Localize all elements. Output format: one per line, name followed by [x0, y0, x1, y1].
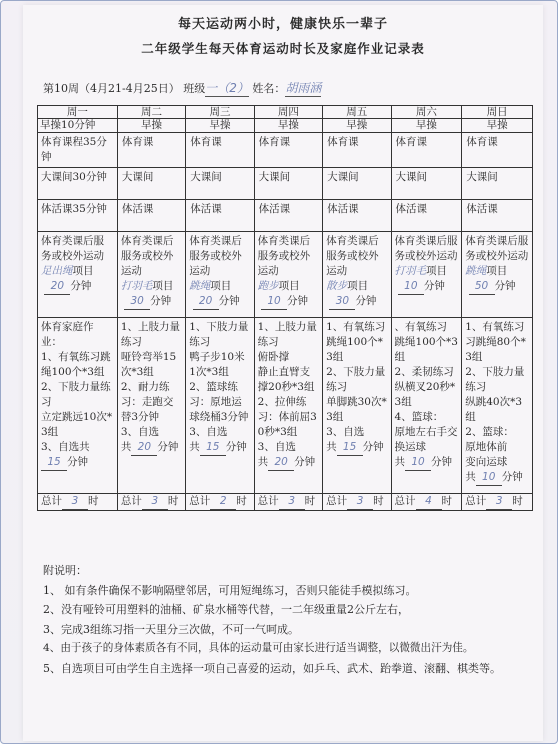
- after-school-cell: [254, 232, 322, 318]
- homework-line: 鸭子步10米1次*3组: [189, 351, 245, 378]
- total-label: 总计: [41, 495, 62, 507]
- project-label: 项目: [152, 280, 174, 292]
- notes-section: [43, 561, 533, 678]
- table-row-after-school: [38, 232, 533, 318]
- total-value: 3: [142, 494, 168, 510]
- homework-unit: 分钟: [225, 441, 247, 453]
- total-cell: [38, 494, 118, 511]
- homework-cell: [391, 318, 462, 494]
- after-school-text: 体育类课后服务或校外运动: [120, 235, 174, 277]
- project-line: [326, 279, 387, 294]
- total-unit: 时: [304, 495, 316, 507]
- project-value: 散步: [326, 280, 348, 292]
- homework-unit: 分钟: [431, 456, 453, 468]
- table-row-activity: [38, 200, 533, 232]
- minutes-value: 10: [261, 294, 287, 310]
- project-value: 跳绳: [189, 280, 211, 292]
- homework-line: 共: [465, 471, 476, 483]
- minutes-value: 20: [193, 294, 219, 310]
- note-item: 1、 如有条件确保不影响隔壁邻居，可用短绳练习，否则只能徒手模拟练习。: [43, 583, 417, 597]
- cell: 体活课: [117, 200, 185, 232]
- total-unit: 时: [373, 495, 384, 507]
- minutes-label: 分钟: [287, 295, 309, 307]
- minutes-label: 分钟: [150, 295, 172, 307]
- minutes-value: 30: [329, 294, 355, 310]
- after-school-text: 体育类课后服务或校外运动: [326, 235, 379, 277]
- cell: 早操: [186, 119, 254, 133]
- cell: 大课间: [391, 168, 462, 200]
- minutes-label: 分钟: [423, 280, 445, 292]
- project-value: 打羽毛: [394, 265, 427, 277]
- minutes-value: 20: [44, 279, 70, 295]
- minutes-value: 30: [124, 294, 150, 310]
- project-line: [189, 279, 250, 294]
- after-school-cell: [462, 232, 533, 318]
- homework-line: 跳绳100个*3组: [326, 336, 383, 363]
- table-row-break: [38, 168, 533, 200]
- after-school-cell: [117, 232, 185, 318]
- homework-minutes: 10: [405, 455, 431, 471]
- cell: 大课间: [323, 168, 391, 200]
- after-school-text: 体育类课后服务或校外运动: [41, 235, 104, 262]
- total-value: 2: [210, 494, 236, 510]
- homework-cell: [38, 318, 118, 494]
- homework-line: 原地体前: [465, 441, 508, 453]
- homework-line: 2、下肢力量练习: [326, 366, 386, 393]
- cell: 大课间: [254, 168, 322, 200]
- name-label: 姓名：: [252, 82, 286, 95]
- total-label: 总计: [189, 495, 211, 507]
- note-item: 4、由于孩子的身体素质各有不同，具体的运动量可由家长进行适当调整，以微微出汗为佳。: [43, 642, 474, 654]
- note-item: 2、没有哑铃可用塑料的油桶、矿泉水桶等代替，一二年级重量2公斤左右，: [43, 603, 409, 616]
- total-cell: [254, 494, 322, 511]
- after-school-cell: [323, 232, 391, 318]
- table-row-total: [38, 494, 533, 511]
- after-school-cell: [391, 232, 462, 318]
- cell: 体活课35分钟: [38, 200, 118, 232]
- total-cell: [117, 494, 185, 511]
- total-unit: 时: [167, 495, 179, 507]
- homework-cell: [117, 318, 185, 494]
- after-school-text: 体育类课后服务或校外运动: [257, 235, 311, 277]
- total-label: 总计: [326, 495, 348, 507]
- project-line: [465, 264, 529, 279]
- total-label: 总计: [465, 495, 487, 507]
- homework-line: 共: [257, 456, 269, 468]
- homework-line: 2、下肢力量练习: [41, 381, 111, 408]
- total-unit: 时: [512, 495, 523, 507]
- note-item: 3、完成3组练习指一天里分三次做，不可一气呵成。: [43, 622, 299, 636]
- project-line: [258, 279, 319, 294]
- notes-heading: 附说明：: [43, 564, 87, 577]
- project-label: 项目: [210, 280, 232, 292]
- homework-minutes: 15: [41, 455, 67, 471]
- total-value: 3: [62, 494, 88, 510]
- homework-minutes: 20: [268, 455, 294, 471]
- minutes-label: 分钟: [355, 295, 377, 307]
- minutes-value: 10: [398, 279, 424, 295]
- class-label: 班级: [183, 82, 206, 95]
- project-line: [121, 279, 182, 294]
- cell: 体活课: [186, 200, 254, 232]
- day-header: 周三: [186, 106, 254, 119]
- homework-line: 单脚跳30次*3组: [326, 396, 387, 423]
- table-row-morning: [38, 119, 533, 133]
- total-cell: [391, 494, 462, 511]
- total-value: 3: [347, 494, 373, 510]
- homework-cell: [323, 318, 391, 494]
- page-title: 每天运动两小时，健康快乐一辈子: [177, 17, 388, 32]
- minutes-line: [189, 294, 250, 310]
- total-value: 4: [416, 494, 442, 510]
- total-cell: [323, 494, 391, 511]
- total-label: 总计: [120, 495, 142, 507]
- minutes-line: [465, 279, 529, 295]
- homework-line: 3、自选: [326, 426, 365, 438]
- cell: 大课间: [462, 168, 533, 200]
- project-value: 跑步: [257, 280, 279, 292]
- day-header: 周六: [391, 106, 462, 119]
- minutes-line: [41, 279, 114, 295]
- total-value: 3: [279, 494, 305, 510]
- project-label: 项目: [72, 265, 94, 277]
- student-name: 胡雨涵: [285, 81, 322, 95]
- cell: 早操: [462, 119, 533, 133]
- homework-line: 跳绳100个*3组: [394, 336, 458, 363]
- homework-line: 3、自选共: [41, 441, 90, 453]
- cell: 体活课: [254, 200, 322, 232]
- total-cell: [462, 494, 533, 511]
- day-header: 周日: [462, 106, 533, 119]
- minutes-label: 分钟: [218, 295, 240, 307]
- total-label: 总计: [394, 495, 416, 507]
- homework-line: 2、下肢力量练习: [465, 366, 525, 393]
- minutes-label: 分钟: [70, 280, 92, 292]
- homework-line: 1、上肢力量练习: [120, 321, 181, 348]
- cell: 体育课: [391, 133, 462, 168]
- project-value: 跳绳: [465, 265, 487, 277]
- homework-line: 习跳绳80个*3组: [465, 336, 526, 363]
- total-value: 3: [486, 494, 512, 510]
- minutes-label: 分钟: [494, 280, 516, 292]
- cell: 体育课: [462, 133, 533, 168]
- homework-minutes: 20: [131, 440, 157, 456]
- cell: 体育课: [323, 133, 391, 168]
- minutes-line: [258, 294, 319, 310]
- table-row-pe: [38, 133, 533, 168]
- total-label: 总计: [257, 495, 279, 507]
- cell: 大课间: [186, 168, 254, 200]
- class-value: 一（2）: [205, 81, 249, 95]
- homework-line: 1、有氧练习跳绳100个*3组: [41, 351, 111, 378]
- cell: 体活课: [391, 200, 462, 232]
- cell: 体育课: [117, 133, 185, 168]
- project-label: 项目: [486, 265, 508, 277]
- homework-line: 3、自选: [257, 441, 296, 453]
- project-line: [395, 264, 459, 279]
- paper-sheet: [23, 5, 543, 741]
- homework-minutes: 15: [200, 440, 226, 456]
- total-cell: [186, 494, 254, 511]
- homework-line: 2、篮球练习：原地运球绕桶3分钟: [189, 381, 249, 423]
- homework-line: 纵跳40次*3组: [465, 396, 523, 423]
- homework-cell: [462, 318, 533, 494]
- homework-line: 、有氧练习: [394, 321, 448, 333]
- cell: 体活课: [462, 200, 533, 232]
- homework-line: 变向运球: [465, 456, 508, 468]
- homework-line: 2、拉伸练习：体前屈30秒*3组: [257, 396, 317, 438]
- after-school-text: 体育类课后服务或校外运动: [465, 235, 529, 262]
- homework-line: 共: [189, 441, 200, 453]
- homework-line: 4、篮球：: [394, 411, 444, 423]
- homework-line: 3、自选: [189, 426, 228, 438]
- cell: 早操: [117, 119, 185, 133]
- total-unit: 时: [441, 495, 453, 507]
- homework-cell: [254, 318, 322, 494]
- project-line: [41, 264, 114, 279]
- cell: 大课间30分钟: [38, 168, 118, 200]
- total-unit: 时: [88, 495, 99, 507]
- day-header: 周二: [117, 106, 185, 119]
- homework-line: 2、柔韧练习: [394, 366, 454, 378]
- project-value: 打羽毛: [120, 280, 153, 292]
- homework-unit: 分钟: [362, 441, 384, 453]
- cell: 体育课程35分钟: [38, 133, 118, 168]
- project-label: 项目: [278, 280, 300, 292]
- homework-line: 共: [326, 441, 337, 453]
- minutes-line: [326, 294, 387, 310]
- minutes-line: [395, 279, 459, 295]
- homework-minutes: 10: [476, 470, 502, 486]
- week-range: 第10周（4月21-4月25日）: [43, 82, 180, 95]
- cell: 体育课: [186, 133, 254, 168]
- homework-line: 1、上肢力量练习: [257, 321, 317, 348]
- after-school-text: 体育类课后服务或校外运动: [189, 235, 242, 277]
- homework-line: 立定跳远10次*3组: [41, 411, 113, 438]
- homework-line: 哑铃弯举15次*3组: [120, 351, 177, 378]
- page-subtitle: 二年级学生每天体育运动时长及家庭作业记录表: [141, 41, 425, 56]
- minutes-value: 50: [469, 279, 495, 295]
- homework-unit: 分钟: [294, 456, 316, 468]
- homework-line: 静止直臂支撑20秒*3组: [257, 366, 315, 393]
- after-school-cell: [186, 232, 254, 318]
- project-value: 足出绳: [41, 265, 73, 277]
- homework-line: 共: [394, 456, 406, 468]
- homework-unit: 分钟: [501, 471, 523, 483]
- cell: 大课间: [117, 168, 185, 200]
- table-header-row: [38, 106, 533, 119]
- cell: 早操: [391, 119, 462, 133]
- day-header: 周一: [38, 106, 118, 119]
- homework-line: 1、下肢力量练习: [189, 321, 249, 348]
- homework-line: 1、有氧练习: [465, 321, 525, 333]
- homework-line: 共: [120, 441, 132, 453]
- cell: 早操10分钟: [38, 119, 118, 133]
- exercise-record-table: [37, 105, 533, 511]
- homework-line: 1、有氧练习: [326, 321, 386, 333]
- cell: 早操: [254, 119, 322, 133]
- after-school-text: 体育类课后服务或校外运动: [394, 235, 458, 262]
- cell: 体育课: [254, 133, 322, 168]
- cell: 体活课: [323, 200, 391, 232]
- minutes-line: [121, 294, 182, 310]
- after-school-cell: [38, 232, 118, 318]
- homework-line: 2、耐力练习：走跑交替3分钟: [120, 381, 174, 423]
- homework-unit: 分钟: [67, 456, 88, 468]
- homework-line: 体育家庭作业：: [41, 321, 94, 348]
- homework-minutes: 15: [337, 440, 363, 456]
- cell: 早操: [323, 119, 391, 133]
- project-label: 项目: [426, 265, 448, 277]
- day-header: 周四: [254, 106, 322, 119]
- day-header: 周五: [323, 106, 391, 119]
- note-item: 5、自选项目可由学生自主选择一项自己喜爱的运动，如乒乓、武术、跆拳道、滚翻、棋类等。: [43, 661, 501, 675]
- project-label: 项目: [347, 280, 369, 292]
- homework-line: 2、篮球：: [465, 426, 514, 438]
- homework-cell: [186, 318, 254, 494]
- homework-line: 纵横叉20秒*3组: [394, 381, 456, 408]
- homework-line: 原地左右手交换运球: [394, 426, 458, 453]
- total-unit: 时: [236, 495, 247, 507]
- homework-line: 3、自选: [120, 426, 160, 438]
- week-info-line: [43, 79, 321, 97]
- table-row-homework: [38, 318, 533, 494]
- homework-line: 俯卧撑: [257, 351, 290, 363]
- homework-unit: 分钟: [157, 441, 179, 453]
